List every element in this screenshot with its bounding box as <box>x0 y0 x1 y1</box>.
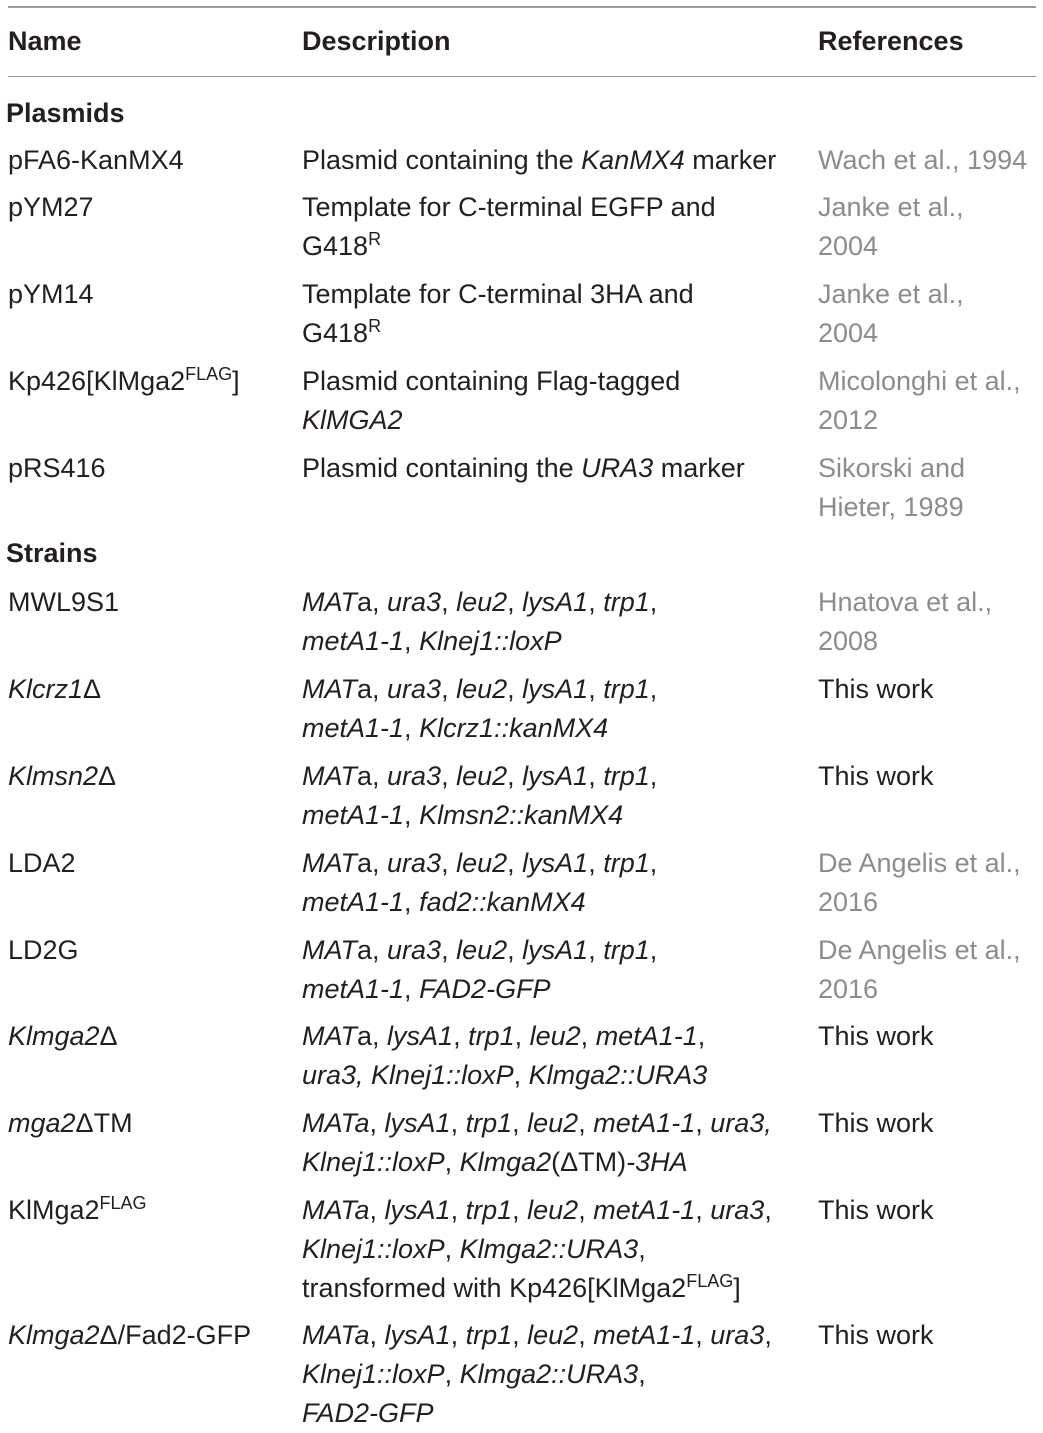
row-description: Plasmid containing the KanMX4 marker <box>302 145 777 175</box>
row-reference: Sikorski and <box>818 453 966 483</box>
row-description: MATa, ura3, leu2, lysA1, trp1, <box>302 935 658 965</box>
row-reference: 2016 <box>818 974 879 1004</box>
row-name: $Kp426[KlMga2^{FLAG}]$ <box>8 364 240 396</box>
row-description: MATa, lysA1, trp1, leu2, metA1-1, ura3, <box>302 1320 772 1350</box>
row-reference: Wach et al., 1994 <box>818 145 1028 175</box>
row-description: metA1-1, FAD2-GFP <box>302 974 551 1004</box>
row-description: Klnej1::loxP, Klmga2::URA3, <box>302 1234 646 1264</box>
row-reference: This work <box>818 761 934 791</box>
row-name: pRS416 <box>8 453 106 483</box>
row-reference: Micolonghi et al., <box>818 366 1021 396</box>
row-reference: Hnatova et al., <box>818 587 993 617</box>
row-name: mga2ΔTM <box>8 1108 133 1138</box>
header-name: Name <box>8 26 82 56</box>
row-reference: 2004 <box>818 231 879 261</box>
row-description: MATa, lysA1, trp1, leu2, metA1-1, ura3, <box>302 1195 772 1225</box>
row-reference: De Angelis et al., <box>818 935 1021 965</box>
row-reference: 2008 <box>818 626 879 656</box>
row-reference: This work <box>818 1320 934 1350</box>
header-description: Description <box>302 26 451 56</box>
row-description: ura3, Klnej1::loxP, Klmga2::URA3 <box>302 1060 708 1090</box>
section-title: Strains <box>6 538 98 568</box>
row-description: Klnej1::loxP, Klmga2::URA3, <box>302 1359 646 1389</box>
row-description: metA1-1, fad2::kanMX4 <box>302 887 586 917</box>
row-name: $KlMga2^{FLAG}$ <box>8 1193 147 1225</box>
row-description: metA1-1, Klcrz1::kanMX4 <box>302 713 609 743</box>
row-reference: Janke et al., <box>818 192 964 222</box>
row-description: Plasmid containing the URA3 marker <box>302 453 745 483</box>
row-name: Klmsn2Δ <box>8 761 117 791</box>
row-description: transformed with $Kp426[KlMga2^{FLAG}]$ <box>302 1271 741 1303</box>
row-reference: This work <box>818 1195 934 1225</box>
row-description: $G418^R$ <box>302 316 382 348</box>
table-header-rule <box>8 76 1036 77</box>
row-description: MATa, ura3, leu2, lysA1, trp1, <box>302 674 658 704</box>
row-name: Klmga2Δ/Fad2-GFP <box>8 1320 252 1350</box>
row-name: Klcrz1Δ <box>8 674 102 704</box>
row-description: MATa, ura3, leu2, lysA1, trp1, <box>302 761 658 791</box>
row-description: MATa, lysA1, trp1, leu2, metA1-1, <box>302 1021 706 1051</box>
table-top-rule <box>8 6 1036 8</box>
row-reference: 2016 <box>818 887 879 917</box>
row-name: LDA2 <box>8 848 76 878</box>
row-name: Klmga2Δ <box>8 1021 118 1051</box>
row-description: KlMGA2 <box>302 405 403 435</box>
row-description: FAD2-GFP <box>302 1398 434 1428</box>
row-reference: This work <box>818 1021 934 1051</box>
row-description: MATa, lysA1, trp1, leu2, metA1-1, ura3, <box>302 1108 772 1138</box>
row-description: Template for C-terminal EGFP and <box>302 192 716 222</box>
row-name: pYM14 <box>8 279 94 309</box>
section-title: Plasmids <box>6 98 125 128</box>
row-reference: De Angelis et al., <box>818 848 1021 878</box>
row-description: MATa, ura3, leu2, lysA1, trp1, <box>302 848 658 878</box>
row-description: Template for C-terminal 3HA and <box>302 279 694 309</box>
row-name: MWL9S1 <box>8 587 120 617</box>
row-description: MATa, ura3, leu2, lysA1, trp1, <box>302 587 658 617</box>
row-reference: This work <box>818 674 934 704</box>
row-name: LD2G <box>8 935 79 965</box>
row-description: Klnej1::loxP, Klmga2(ΔTM)-3HA <box>302 1147 688 1177</box>
header-references: References <box>818 26 964 56</box>
row-reference: Hieter, 1989 <box>818 492 964 522</box>
row-description: $G418^R$ <box>302 229 382 261</box>
row-name: pYM27 <box>8 192 94 222</box>
row-reference: Janke et al., <box>818 279 964 309</box>
row-name: pFA6-KanMX4 <box>8 145 184 175</box>
row-description: Plasmid containing Flag-tagged <box>302 366 681 396</box>
row-reference: 2004 <box>818 318 879 348</box>
row-description: metA1-1, Klnej1::loxP <box>302 626 562 656</box>
row-reference: 2012 <box>818 405 879 435</box>
row-description: metA1-1, Klmsn2::kanMX4 <box>302 800 624 830</box>
row-reference: This work <box>818 1108 934 1138</box>
